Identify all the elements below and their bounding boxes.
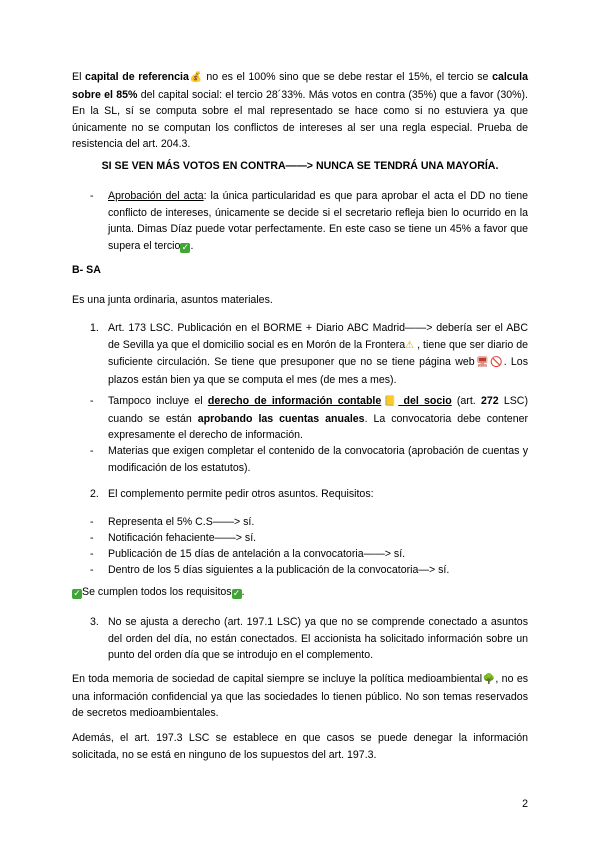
list-marker: - xyxy=(90,445,94,457)
intro-b xyxy=(72,292,528,309)
text: . Los plazos están bien ya que se computa el mes (de mes a mes). xyxy=(108,356,528,386)
materias-text: Materias que exigen completar el contenido de la convocatoria (aprobación de cuentas y modificación de los estatutos). xyxy=(108,445,528,474)
intro-b-text: Es una junta ordinaria, asuntos materiales. xyxy=(72,294,273,306)
text: del capital social: el tercio 28´33%. Más votos en contra (35%) que a favor (30%). En la SL, sí se computa sobre el mal representado se hace como si no estuviera ya que únicamente no se computan los conflictos de intereses al ser una regla especial. Prueba de resistencia del art. 204.3. xyxy=(72,88,529,150)
list-marker: - xyxy=(90,395,94,407)
bold-derecho-informacion: derecho de información contable xyxy=(207,395,382,407)
item-3-text: No se ajusta a derecho (art. 197.1 LSC) ya que no se comprende conectado a asuntos del orden del día, no están conectados. El accionista ha solicitado información sobre un punto del orden día que se introdujo en el complemento. xyxy=(108,616,528,661)
list-marker: - xyxy=(90,532,94,544)
text: , tiene que ser diario de suficiente circulación. Se tiene que presuponer que no se tiene página web xyxy=(108,338,529,368)
tree-icon: 🌳 xyxy=(482,674,496,685)
heading-majority xyxy=(72,158,528,175)
check-mark-icon: ✓ xyxy=(73,589,81,599)
bold-capital-referencia: capital de referencia xyxy=(85,71,189,83)
paragraph-memoria xyxy=(72,671,528,722)
list-item-tampoco xyxy=(72,393,528,444)
section-heading-b xyxy=(72,262,528,279)
text: , no es una información confidencial ya que las sociedades lo tienen público. No son temas reservados de secretos medioambientales. xyxy=(72,673,529,719)
ledger-icon: 📒 xyxy=(381,396,399,407)
list-marker: 2. xyxy=(90,488,99,500)
list-item-materias xyxy=(72,443,528,476)
list-marker: - xyxy=(90,564,94,576)
acta-label: Aprobación del acta xyxy=(108,190,204,202)
text: El xyxy=(72,71,86,83)
list-marker: - xyxy=(90,548,94,560)
text: . La convocatoria debe contener expresamente el derecho de información. xyxy=(108,412,528,441)
requisito-item xyxy=(72,562,528,579)
cumplen-requisitos xyxy=(72,584,528,601)
text: Art. 173 LSC. Publicación en el BORME + Diario ABC Madrid——> debería ser el ABC de Sevilla ya que el domicilio social es en Morón de la Frontera xyxy=(108,322,528,351)
bold-cuentas-anuales: aprobando las cuentas anuales xyxy=(197,412,365,425)
list-item-2 xyxy=(72,486,528,503)
ademas-text: Además, el art. 197.3 LSC se establece en que casos se puede denegar la información solicitada, no se está en ninguno de los supuestos del art. 197.3. xyxy=(72,732,528,761)
list-item-acta: - Aprobación del acta: la única particularidad es que para aprobar el acta el DD no tiene conflicto de intereses, únicamente se decide si el secretario refleja bien lo ocurrido en la junta. Dimas Díaz puede votar perfectamente. En este caso se tiene un 45% a favor que supera el tercio✓. xyxy=(90,190,528,253)
list-marker: 3. xyxy=(90,616,99,628)
text: LSC) cuando se están xyxy=(108,395,528,425)
text: . xyxy=(241,586,245,598)
requisito-text: Notificación fehaciente——> sí. xyxy=(108,532,257,544)
text: no es el 100% sino que se debe restar el 15%, el tercio se xyxy=(202,71,493,83)
list-marker: - xyxy=(90,190,94,202)
paragraph-capital-referencia xyxy=(72,69,528,153)
bold-del-socio: del socio xyxy=(398,395,452,407)
no-website-icon: 🖥🚫 xyxy=(474,357,504,368)
cumplen-text: Se cumplen todos los requisitos xyxy=(82,586,232,598)
requisito-text: Dentro de los 5 días siguientes a la publicación de la convocatoria—> sí. xyxy=(108,564,450,576)
item-2-text: El complemento permite pedir otros asuntos. Requisitos: xyxy=(108,488,374,500)
warning-icon: ⚠ xyxy=(405,339,415,351)
bold-272: 272 xyxy=(480,395,499,407)
acta-text: : la única particularidad es que para aprobar el acta el DD no tiene conflicto de intereses, únicamente se decide si el secretario refleja bien lo ocurrido en la junta. Dimas Díaz puede votar perfectamente. En este caso se tiene un 45% a favor que supera el tercio xyxy=(108,190,528,252)
list-marker: 1. xyxy=(90,322,99,334)
list-item-1 xyxy=(72,320,528,388)
list-marker: - xyxy=(90,516,94,528)
text: En toda memoria de sociedad de capital siempre se incluye la política medioambiental xyxy=(72,673,483,685)
requisito-item xyxy=(72,514,528,531)
check-mark-icon: ✓ xyxy=(232,589,241,599)
requisito-item xyxy=(72,546,528,563)
list-item-3 xyxy=(72,614,528,664)
requisito-text: Publicación de 15 días de antelación a la convocatoria——> sí. xyxy=(108,548,406,560)
bold-calcula: calcula sobre el 85% xyxy=(72,71,528,101)
requisito-text: Representa el 5% C.S——> sí. xyxy=(108,516,255,528)
majority-heading-text: SI SE VEN MÁS VOTOS EN CONTRA——> NUNCA SE TENDRÁ UNA MAYORÍA. xyxy=(101,160,499,172)
money-bag-icon: 💰 xyxy=(188,72,203,83)
page-number: 2 xyxy=(522,798,528,810)
text: (art. xyxy=(451,395,481,407)
paragraph-ademas xyxy=(72,730,528,763)
text: Tampoco incluye el xyxy=(108,395,208,407)
check-mark-icon: ✓ xyxy=(181,242,190,253)
requisito-item xyxy=(72,530,528,547)
section-b-title: B- SA xyxy=(72,264,101,276)
